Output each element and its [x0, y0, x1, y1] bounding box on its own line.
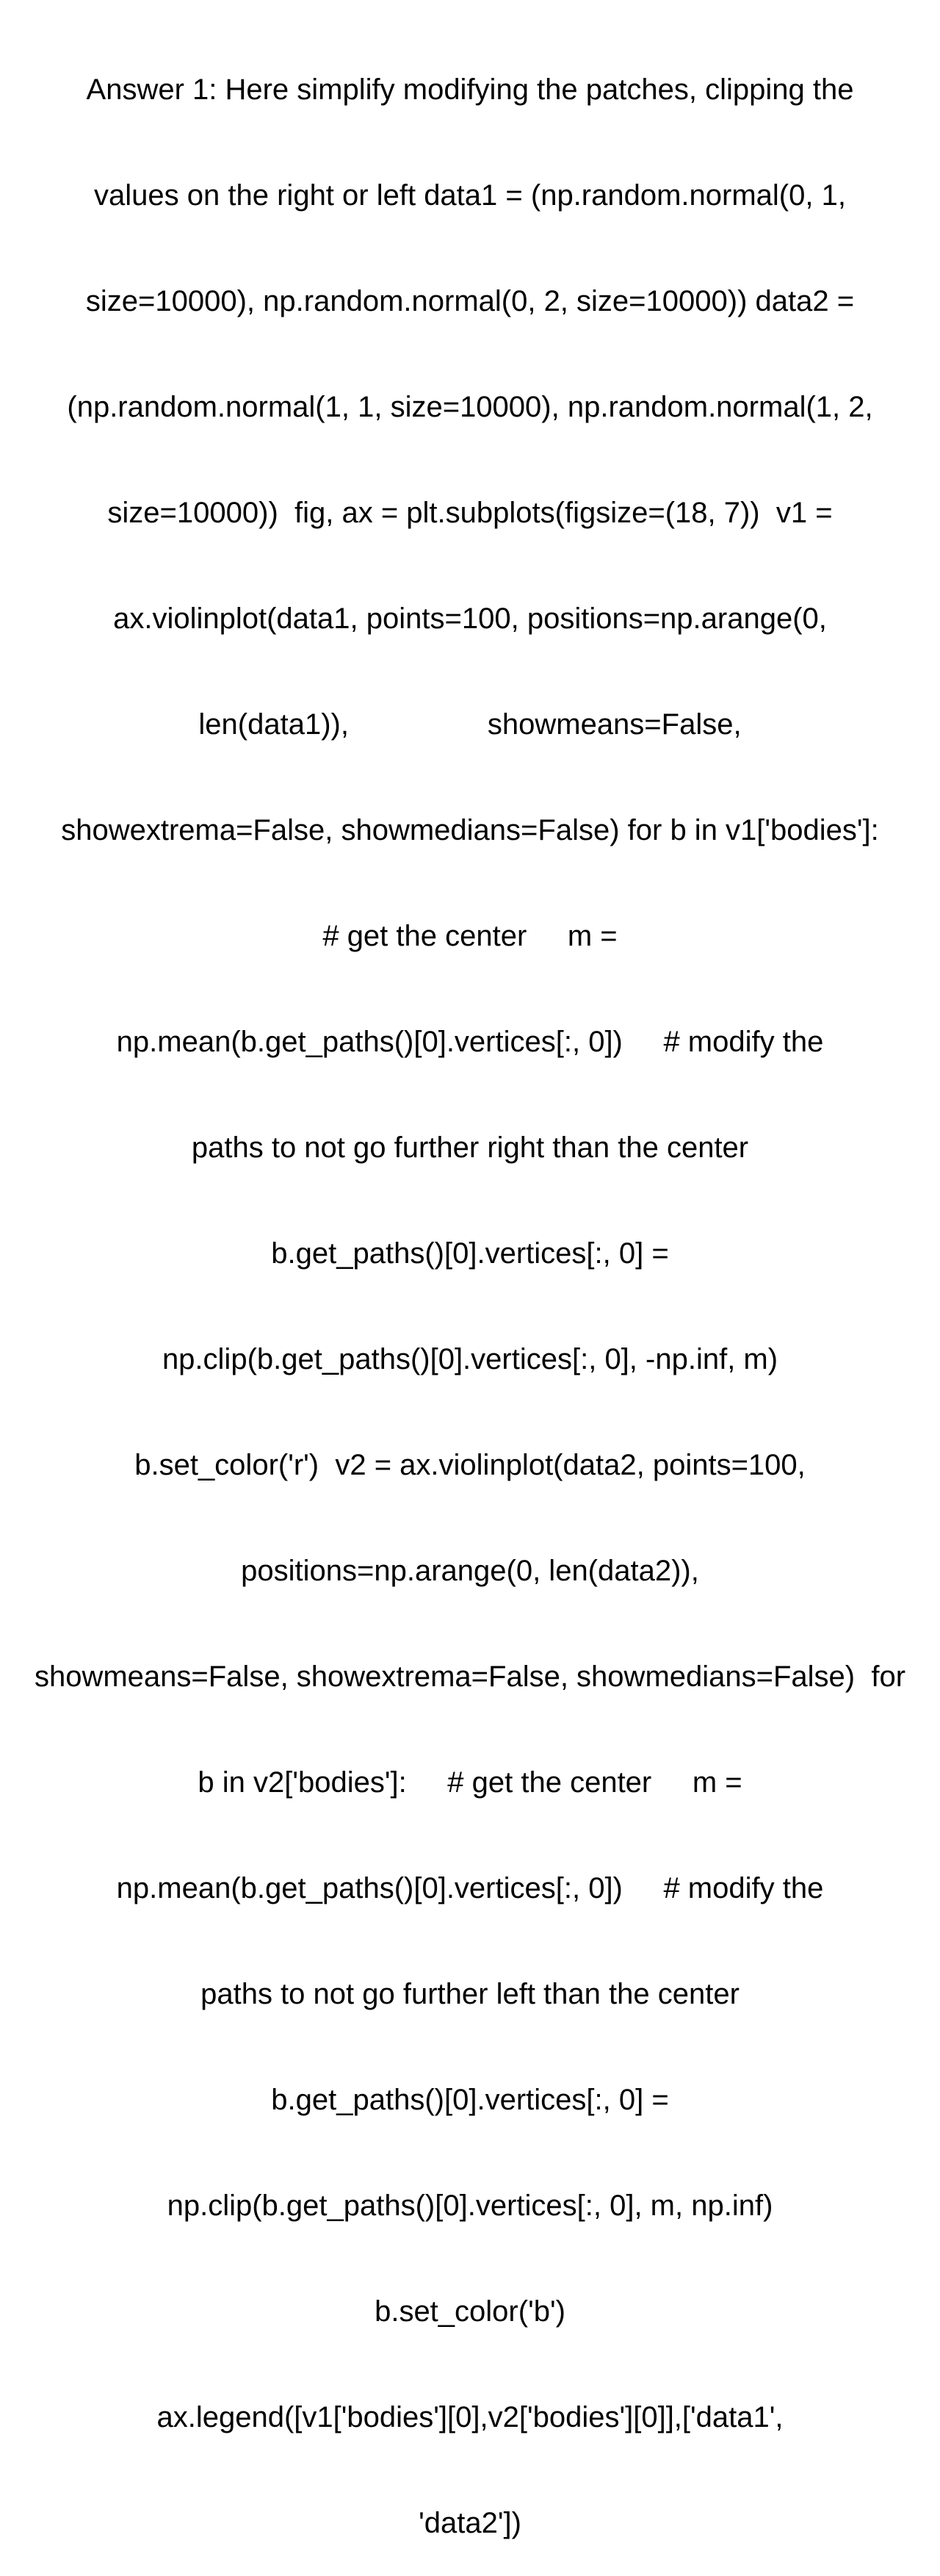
answer-line-12: b.get_paths()[0].vertices[:, 0] = [271, 1237, 669, 1270]
answer-line-13: np.clip(b.get_paths()[0].vertices[:, 0], -np.inf, m) [162, 1343, 778, 1375]
answer-line-18: np.mean(b.get_paths()[0].vertices[:, 0]) # modify the [116, 1872, 824, 1904]
answer-line-2: values on the right or left data1 = (np.random.normal(0, 1, [94, 179, 846, 212]
answer-line-3: size=10000), np.random.normal(0, 2, size=10000)) data2 = [85, 285, 855, 317]
answer-line-5: size=10000)) fig, ax = plt.subplots(figsize=(18, 7)) v1 = [107, 497, 833, 529]
answer-line-1: Answer 1: Here simplify modifying the patches, clipping the [86, 73, 854, 106]
answer-line-17: b in v2['bodies']: # get the center m = [198, 1766, 742, 1799]
answer-line-16: showmeans=False, showextrema=False, showmedians=False) for [34, 1661, 906, 1693]
answer-line-23: ax.legend([v1['bodies'][0],v2['bodies'][0]],['data1', [156, 2401, 784, 2433]
answer-line-10: np.mean(b.get_paths()[0].vertices[:, 0]) # modify the [116, 1026, 824, 1058]
answer-line-14: b.set_color('r') v2 = ax.violinplot(data2, points=100, [134, 1449, 806, 1481]
answer-line-21: np.clip(b.get_paths()[0].vertices[:, 0], m, np.inf) [167, 2190, 773, 2222]
answer-line-24: 'data2']) [419, 2507, 521, 2539]
answer-line-7: len(data1)), showmeans=False, [198, 708, 742, 741]
answer-line-15: positions=np.arange(0, len(data2)), [241, 1555, 699, 1587]
answer-line-22: b.set_color('b') [375, 2295, 565, 2328]
answer-line-8: showextrema=False, showmedians=False) for b in v1['bodies']: [61, 814, 879, 846]
answer-line-4: (np.random.normal(1, 1, size=10000), np.random.normal(1, 2, [67, 391, 873, 423]
answer-line-20: b.get_paths()[0].vertices[:, 0] = [271, 2084, 669, 2116]
answer-line-6: ax.violinplot(data1, points=100, positions=np.arange(0, [113, 602, 827, 635]
answer-line-19: paths to not go further left than the center [200, 1978, 740, 2010]
answer-line-9: # get the center m = [322, 920, 618, 952]
answer-line-11: paths to not go further right than the center [191, 1132, 749, 1164]
